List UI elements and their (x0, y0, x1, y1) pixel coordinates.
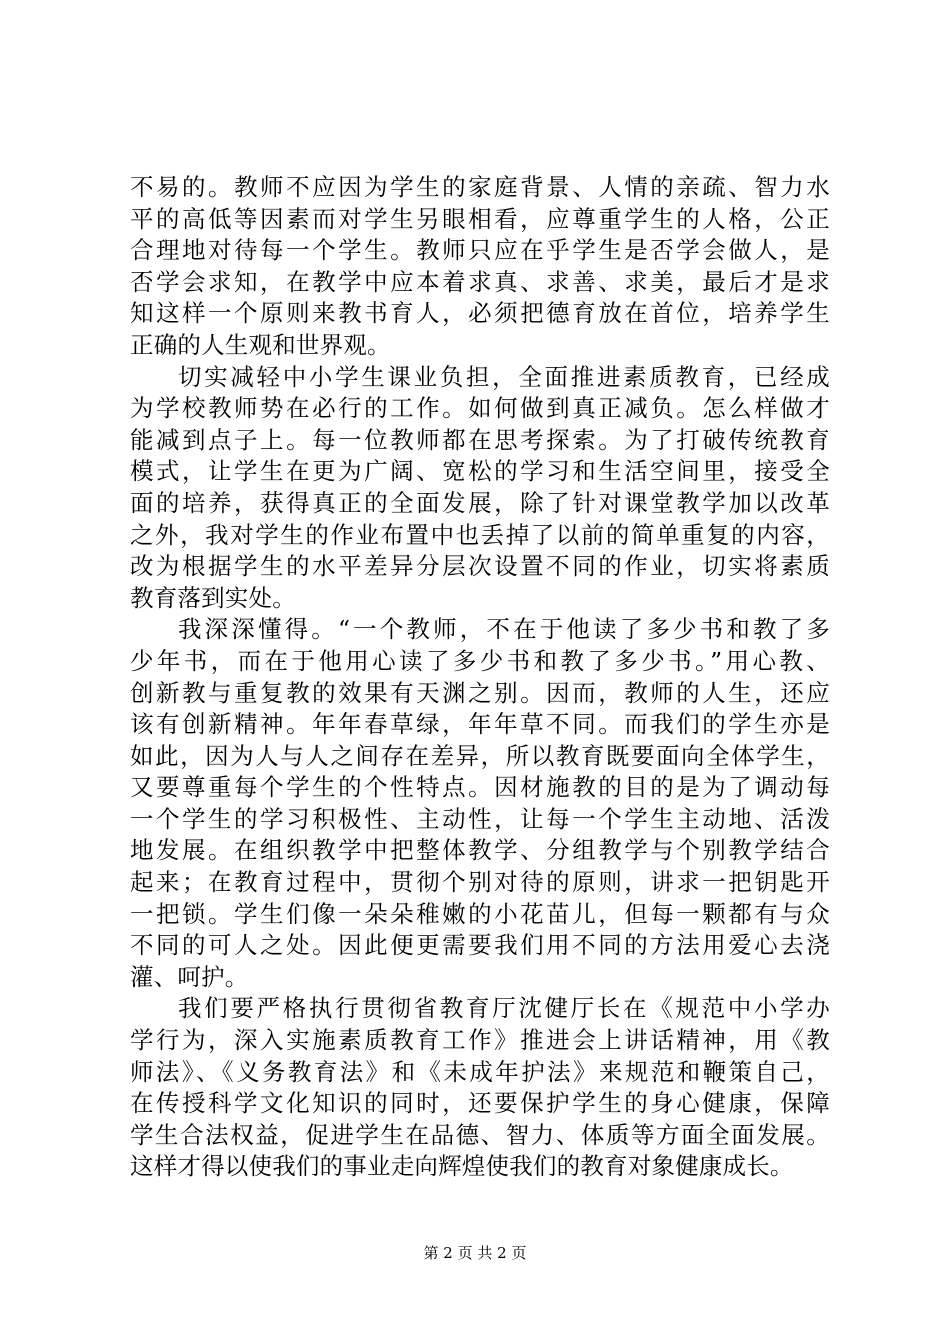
text-line: 我深深懂得。“一个教师，不在于他读了多少书和教了多 (178, 615, 830, 644)
paragraph (130, 172, 830, 362)
text-line: 教育落到实处。 (130, 583, 296, 612)
text-line: 这样才得以使我们的事业走向辉煌使我们的教育对象健康成长。 (130, 1152, 794, 1181)
text-line: 为学校教师势在必行的工作。如何做到真正减负。怎么样做才 (130, 394, 830, 423)
text-line: 我们要严格执行贯彻省教育厅沈健厅长在《规范中小学办 (178, 994, 830, 1023)
text-line: 不易的。教师不应因为学生的家庭背景、人情的亲疏、智力水 (130, 173, 830, 201)
text-line: 学行为，深入实施素质教育工作》推进会上讲话精神，用《教 (130, 1026, 830, 1055)
text-line: 在传授科学文化知识的同时，还要保护学生的身心健康，保障 (130, 1089, 830, 1118)
page-footer: 第 2 页 共 2 页 (423, 1244, 527, 1262)
text-line: 改为根据学生的水平差异分层次设置不同的作业，切实将素质 (130, 552, 830, 581)
text-line: 一个学生的学习积极性、主动性，让每一个学生主动地、活泼 (130, 804, 830, 833)
text-line: 知这样一个原则来教书育人，必须把德育放在首位，培养学生 (130, 299, 830, 328)
text-line: 能减到点子上。每一位教师都在思考探索。为了打破传统教育 (130, 425, 830, 454)
text-line: 少年书，而在于他用心读了多少书和教了多少书。”用心教、 (130, 646, 830, 675)
text-line: 创新教与重复教的效果有天渊之别。因而，教师的人生，还应 (130, 678, 830, 707)
text-line: 平的高低等因素而对学生另眼相看，应尊重学生的人格，公正 (130, 204, 830, 233)
text-line: 切实减轻中小学生课业负担，全面推进素质教育，已经成 (178, 362, 830, 391)
text-line: 否学会求知，在教学中应本着求真、求善、求美，最后才是求 (130, 267, 830, 296)
paragraph (130, 614, 830, 993)
text-line: 灌、呵护。 (130, 962, 249, 991)
document-body (130, 172, 830, 1183)
text-line: 面的培养，获得真正的全面发展，除了针对课堂教学加以改革 (130, 488, 830, 517)
text-line: 正确的人生观和世界观。 (130, 330, 391, 359)
text-line: 如此，因为人与人之间存在差异，所以教育既要面向全体学生， (130, 741, 830, 770)
text-line: 地发展。在组织教学中把整体教学、分组教学与个别教学结合 (130, 836, 830, 865)
text-line: 之外，我对学生的作业布置中也丢掉了以前的简单重复的内容， (130, 520, 830, 549)
text-line: 一把锁。学生们像一朵朵稚嫩的小花苗儿，但每一颗都有与众 (130, 899, 830, 928)
text-line: 学生合法权益，促进学生在品德、智力、体质等方面全面发展。 (130, 1120, 830, 1149)
text-line: 起来；在教育过程中，贯彻个别对待的原则，讲求一把钥匙开 (130, 868, 830, 897)
paragraph (130, 993, 830, 1183)
text-line: 合理地对待每一个学生。教师只应在乎学生是否学会做人，是 (130, 236, 830, 265)
paragraph (130, 362, 830, 615)
text-line: 不同的可人之处。因此便更需要我们用不同的方法用爱心去浇 (130, 931, 830, 960)
text-line: 又要尊重每个学生的个性特点。因材施教的目的是为了调动每 (130, 773, 830, 802)
text-line: 师法》、《义务教育法》和《未成年护法》来规范和鞭策自己， (130, 1057, 830, 1086)
text-line: 模式，让学生在更为广阔、宽松的学习和生活空间里，接受全 (130, 457, 830, 486)
text-line: 该有创新精神。年年春草绿，年年草不同。而我们的学生亦是 (130, 710, 830, 739)
